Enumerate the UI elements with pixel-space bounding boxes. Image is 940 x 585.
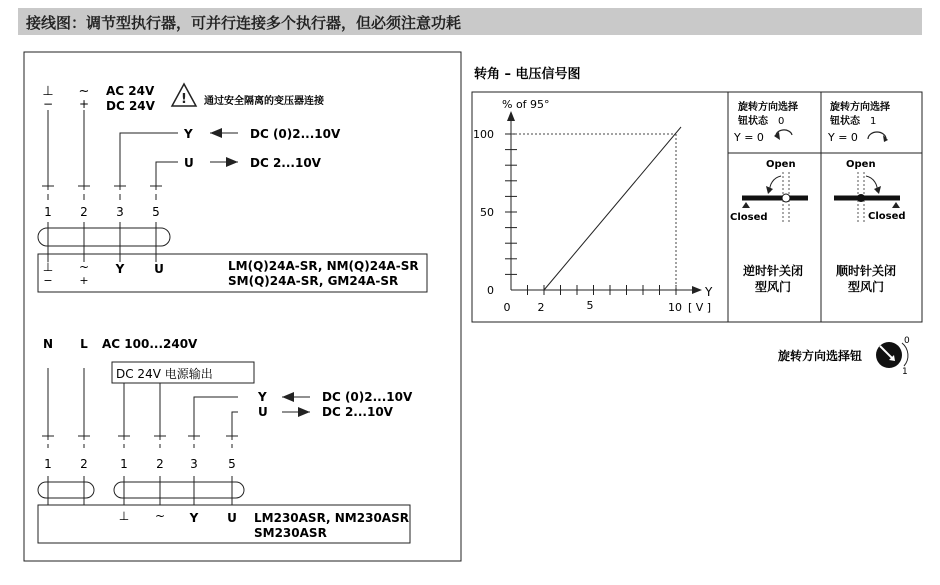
right-panel-title-2: 钮状态 [830, 116, 860, 127]
y-signal-label: DC (0)2...10V [250, 127, 341, 141]
x-axis-unit: [ V ] [688, 301, 712, 314]
left-caption-2: 型风门 [754, 280, 792, 294]
minus-sign: − [42, 97, 54, 111]
u-signal-letter: U [184, 156, 194, 170]
terminal-1: 1 [44, 205, 52, 219]
chart-ticks [505, 134, 676, 295]
x-axis-arrow-icon [692, 286, 702, 294]
box-ground-symbol: ⊥ [118, 509, 130, 523]
terminal-2: 2 [80, 205, 88, 219]
box-tilde-symbol: ~ [78, 260, 90, 274]
chart-title: 转角 – 电压信号图 [474, 67, 581, 82]
left-closed-label: Closed [730, 212, 768, 223]
chart-guides [511, 134, 676, 290]
chart-axes [511, 116, 698, 290]
ground-symbol: ⊥ [42, 84, 54, 99]
box-minus-sign: − [43, 274, 53, 287]
u-signal-letter: U [258, 405, 268, 419]
u-signal-label: DC 2...10V [250, 156, 321, 170]
box-u-label: U [227, 511, 237, 525]
left-panel-value: Y = 0 [734, 131, 764, 144]
x-tick-5: 5 [586, 299, 594, 312]
left-caption-1: 逆时针关闭 [742, 264, 804, 278]
neutral-label: N [42, 337, 54, 351]
model-list-line-2: SM230ASR [254, 526, 327, 540]
y-axis-arrow-icon [507, 111, 515, 121]
x-axis-letter: Y [705, 285, 713, 299]
arrow-out-icon [298, 407, 310, 417]
dc-output-label: DC 24V 电源输出 [116, 367, 213, 381]
right-caption-2: 型风门 [847, 280, 885, 294]
arrow-out-icon [226, 157, 238, 167]
plus-sign: + [78, 97, 90, 111]
arrow-in-icon [210, 128, 222, 138]
series-line [544, 127, 681, 290]
supply-ac-label: AC 24V [106, 84, 155, 98]
box-ground-symbol: ⊥ [42, 260, 54, 274]
terminal-5: 5 [228, 457, 236, 471]
x-tick-0: 0 [503, 301, 511, 314]
box-y-label: Y [115, 262, 125, 276]
left-open-label: Open [766, 159, 796, 170]
terminal-1b: 1 [120, 457, 128, 471]
right-closed-label: Closed [868, 211, 906, 222]
box-plus-sign: + [79, 274, 89, 287]
x-tick-10: 10 [668, 301, 682, 314]
selector-pos-1: 1 [902, 367, 908, 377]
y-axis-label: % of 95° [502, 98, 550, 111]
warning-icon [172, 84, 196, 107]
terminal-1: 1 [44, 457, 52, 471]
terminal-5: 5 [152, 205, 160, 219]
left-panel-state: 0 [778, 116, 785, 127]
terminal-3: 3 [190, 457, 198, 471]
terminal-2: 2 [80, 457, 88, 471]
box-y-label: Y [189, 511, 199, 525]
model-list-line-1: LM230ASR, NM230ASR [254, 511, 409, 525]
svg-text:!: ! [181, 92, 187, 107]
cable-bundle-power [38, 482, 94, 498]
live-label: L [80, 337, 88, 351]
arrow-in-icon [282, 392, 294, 402]
x-tick-2: 2 [537, 301, 545, 314]
supply-dc-label: DC 24V [106, 99, 155, 113]
right-open-label: Open [846, 159, 876, 170]
left-panel-title-1: 旋转方向选择 [738, 102, 798, 113]
selector-pos-0: 0 [904, 336, 910, 346]
y-tick-0: 0 [487, 284, 494, 297]
terminal-2b: 2 [156, 457, 164, 471]
u-signal-label: DC 2...10V [322, 405, 393, 419]
y-signal-letter: Y [258, 390, 267, 404]
y-signal-label: DC (0)2...10V [322, 390, 413, 404]
warning-text: 通过安全隔离的变压器连接 [204, 96, 324, 107]
right-panel-state: 1 [870, 116, 877, 127]
model-list-line-1: LM(Q)24A-SR, NM(Q)24A-SR [228, 259, 419, 273]
box-u-label: U [154, 262, 164, 276]
cable-bundle-signal [114, 482, 244, 498]
selector-label: 旋转方向选择钮 [778, 349, 863, 363]
left-panel-title-2: 钮状态 [738, 116, 768, 127]
tilde-symbol: ~ [78, 84, 90, 99]
page-title: 接线图：调节型执行器，可并行连接多个执行器，但必须注意功耗 [26, 14, 462, 32]
right-panel-value: Y = 0 [828, 131, 858, 144]
supply-230-label: AC 100...240V [102, 337, 198, 351]
right-caption-1: 顺时针关闭 [835, 264, 897, 278]
box-tilde-symbol: ~ [154, 509, 166, 523]
y-signal-letter: Y [184, 127, 193, 141]
y-tick-50: 50 [480, 206, 494, 219]
cable-bundle [38, 228, 170, 246]
model-list-line-2: SM(Q)24A-SR, GM24A-SR [228, 274, 399, 288]
right-panel-title-1: 旋转方向选择 [830, 102, 890, 113]
y-tick-100: 100 [473, 128, 494, 141]
terminal-3: 3 [116, 205, 124, 219]
